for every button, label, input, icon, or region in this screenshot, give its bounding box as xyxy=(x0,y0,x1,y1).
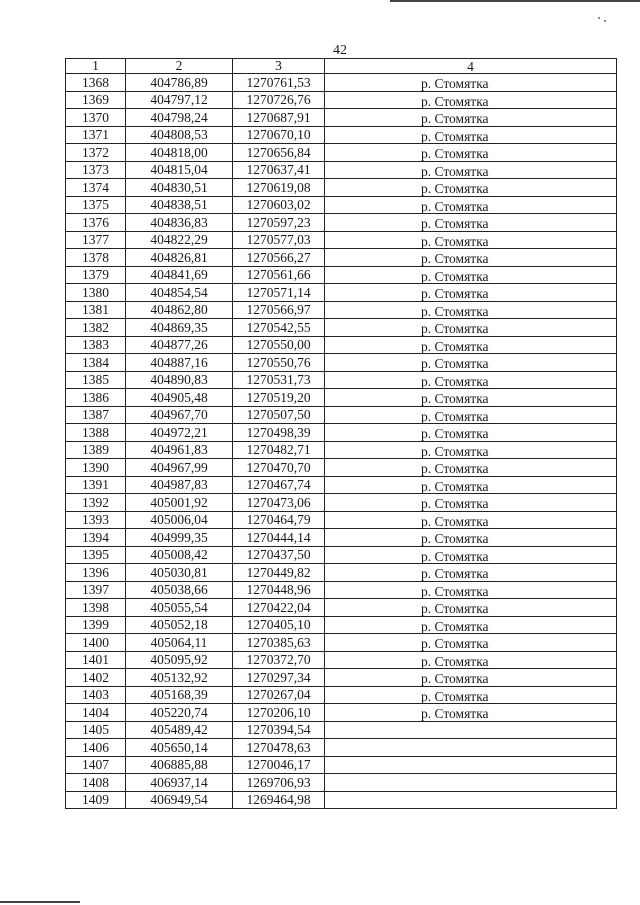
point-number-cell: 1405 xyxy=(66,721,126,739)
x-coordinate-cell: 404967,70 xyxy=(126,406,233,424)
description-cell: р. Стомятка xyxy=(325,126,617,144)
description-cell: р. Стомятка xyxy=(325,371,617,389)
y-coordinate-cell: 1270670,10 xyxy=(233,126,325,144)
point-number-cell: 1401 xyxy=(66,651,126,669)
table-row xyxy=(66,546,617,564)
table-row xyxy=(66,686,617,704)
point-number-cell: 1406 xyxy=(66,739,126,757)
y-coordinate-cell: 1270550,00 xyxy=(233,336,325,354)
table-row xyxy=(66,459,617,477)
description-cell: р. Стомятка xyxy=(325,319,617,337)
table-row xyxy=(66,494,617,512)
x-coordinate-cell: 405052,18 xyxy=(126,616,233,634)
table-row xyxy=(66,266,617,284)
table-row xyxy=(66,214,617,232)
point-number-cell: 1381 xyxy=(66,301,126,319)
y-coordinate-cell: 1270437,50 xyxy=(233,546,325,564)
point-number-cell: 1375 xyxy=(66,196,126,214)
point-number-cell: 1371 xyxy=(66,126,126,144)
y-coordinate-cell: 1270464,79 xyxy=(233,511,325,529)
scan-edge-bottom xyxy=(0,901,80,903)
x-coordinate-cell: 405038,66 xyxy=(126,581,233,599)
x-coordinate-cell: 404830,51 xyxy=(126,179,233,197)
y-coordinate-cell: 1270405,10 xyxy=(233,616,325,634)
x-coordinate-cell: 404972,21 xyxy=(126,424,233,442)
x-coordinate-cell: 404877,26 xyxy=(126,336,233,354)
y-coordinate-cell: 1270498,39 xyxy=(233,424,325,442)
point-number-cell: 1396 xyxy=(66,564,126,582)
point-number-cell: 1372 xyxy=(66,144,126,162)
header-col-4: 4 xyxy=(325,59,617,74)
y-coordinate-cell: 1270561,66 xyxy=(233,266,325,284)
y-coordinate-cell: 1270566,97 xyxy=(233,301,325,319)
description-cell xyxy=(325,739,617,757)
description-cell: р. Стомятка xyxy=(325,546,617,564)
x-coordinate-cell: 404961,83 xyxy=(126,441,233,459)
y-coordinate-cell: 1269706,93 xyxy=(233,774,325,792)
page-number: 42 xyxy=(333,43,347,58)
y-coordinate-cell: 1270448,96 xyxy=(233,581,325,599)
point-number-cell: 1383 xyxy=(66,336,126,354)
description-cell: р. Стомятка xyxy=(325,704,617,722)
x-coordinate-cell: 404786,89 xyxy=(126,74,233,92)
description-cell: р. Стомятка xyxy=(325,179,617,197)
table-row xyxy=(66,354,617,372)
x-coordinate-cell: 404905,48 xyxy=(126,389,233,407)
y-coordinate-cell: 1270566,27 xyxy=(233,249,325,267)
x-coordinate-cell: 405132,92 xyxy=(126,669,233,687)
point-number-cell: 1377 xyxy=(66,231,126,249)
table-row xyxy=(66,634,617,652)
x-coordinate-cell: 406937,14 xyxy=(126,774,233,792)
description-cell: р. Стомятка xyxy=(325,266,617,284)
x-coordinate-cell: 405001,92 xyxy=(126,494,233,512)
x-coordinate-cell: 405030,81 xyxy=(126,564,233,582)
x-coordinate-cell: 404808,53 xyxy=(126,126,233,144)
table-row xyxy=(66,669,617,687)
point-number-cell: 1384 xyxy=(66,354,126,372)
table-row xyxy=(66,441,617,459)
x-coordinate-cell: 404822,29 xyxy=(126,231,233,249)
point-number-cell: 1402 xyxy=(66,669,126,687)
header-col-2: 2 xyxy=(126,59,233,74)
point-number-cell: 1385 xyxy=(66,371,126,389)
x-coordinate-cell: 404836,83 xyxy=(126,214,233,232)
y-coordinate-cell: 1270470,70 xyxy=(233,459,325,477)
x-coordinate-cell: 404890,83 xyxy=(126,371,233,389)
description-cell: р. Стомятка xyxy=(325,231,617,249)
table-row xyxy=(66,739,617,757)
x-coordinate-cell: 404887,16 xyxy=(126,354,233,372)
x-coordinate-cell: 404815,04 xyxy=(126,161,233,179)
table-row xyxy=(66,336,617,354)
y-coordinate-cell: 1270046,17 xyxy=(233,756,325,774)
table-row xyxy=(66,581,617,599)
table-row xyxy=(66,721,617,739)
description-cell: р. Стомятка xyxy=(325,109,617,127)
y-coordinate-cell: 1270478,63 xyxy=(233,739,325,757)
x-coordinate-cell: 405650,14 xyxy=(126,739,233,757)
description-cell: р. Стомятка xyxy=(325,424,617,442)
point-number-cell: 1408 xyxy=(66,774,126,792)
table-row xyxy=(66,144,617,162)
description-cell: р. Стомятка xyxy=(325,564,617,582)
y-coordinate-cell: 1270619,08 xyxy=(233,179,325,197)
x-coordinate-cell: 404826,81 xyxy=(126,249,233,267)
description-cell: р. Стомятка xyxy=(325,74,617,92)
y-coordinate-cell: 1270467,74 xyxy=(233,476,325,494)
x-coordinate-cell: 404838,51 xyxy=(126,196,233,214)
y-coordinate-cell: 1270542,55 xyxy=(233,319,325,337)
x-coordinate-cell: 404798,24 xyxy=(126,109,233,127)
table-row xyxy=(66,616,617,634)
x-coordinate-cell: 404967,99 xyxy=(126,459,233,477)
description-cell: р. Стомятка xyxy=(325,196,617,214)
x-coordinate-cell: 406949,54 xyxy=(126,791,233,809)
table-row xyxy=(66,389,617,407)
description-cell: р. Стомятка xyxy=(325,476,617,494)
description-cell: р. Стомятка xyxy=(325,669,617,687)
y-coordinate-cell: 1270687,91 xyxy=(233,109,325,127)
description-cell: р. Стомятка xyxy=(325,249,617,267)
description-cell: р. Стомятка xyxy=(325,511,617,529)
x-coordinate-cell: 405064,11 xyxy=(126,634,233,652)
description-cell: р. Стомятка xyxy=(325,91,617,109)
table-row xyxy=(66,599,617,617)
table-row xyxy=(66,179,617,197)
y-coordinate-cell: 1270267,04 xyxy=(233,686,325,704)
point-number-cell: 1368 xyxy=(66,74,126,92)
y-coordinate-cell: 1270372,70 xyxy=(233,651,325,669)
point-number-cell: 1389 xyxy=(66,441,126,459)
description-cell: р. Стомятка xyxy=(325,161,617,179)
point-number-cell: 1393 xyxy=(66,511,126,529)
description-cell: р. Стомятка xyxy=(325,459,617,477)
point-number-cell: 1407 xyxy=(66,756,126,774)
point-number-cell: 1399 xyxy=(66,616,126,634)
table-row xyxy=(66,231,617,249)
point-number-cell: 1398 xyxy=(66,599,126,617)
y-coordinate-cell: 1270444,14 xyxy=(233,529,325,547)
table-body xyxy=(66,74,617,809)
description-cell xyxy=(325,791,617,809)
table-row xyxy=(66,704,617,722)
scan-speck xyxy=(604,20,606,22)
description-cell xyxy=(325,774,617,792)
x-coordinate-cell: 406885,88 xyxy=(126,756,233,774)
table-row xyxy=(66,406,617,424)
y-coordinate-cell: 1269464,98 xyxy=(233,791,325,809)
point-number-cell: 1397 xyxy=(66,581,126,599)
point-number-cell: 1380 xyxy=(66,284,126,302)
table-row xyxy=(66,564,617,582)
table-row xyxy=(66,301,617,319)
scan-edge-top xyxy=(390,0,640,2)
point-number-cell: 1369 xyxy=(66,91,126,109)
y-coordinate-cell: 1270449,82 xyxy=(233,564,325,582)
table-row xyxy=(66,249,617,267)
description-cell: р. Стомятка xyxy=(325,336,617,354)
table-row xyxy=(66,651,617,669)
y-coordinate-cell: 1270761,53 xyxy=(233,74,325,92)
table-row xyxy=(66,126,617,144)
table-row xyxy=(66,319,617,337)
y-coordinate-cell: 1270656,84 xyxy=(233,144,325,162)
y-coordinate-cell: 1270550,76 xyxy=(233,354,325,372)
point-number-cell: 1390 xyxy=(66,459,126,477)
description-cell: р. Стомятка xyxy=(325,599,617,617)
table-row xyxy=(66,511,617,529)
x-coordinate-cell: 404987,83 xyxy=(126,476,233,494)
x-coordinate-cell: 404854,54 xyxy=(126,284,233,302)
description-cell: р. Стомятка xyxy=(325,581,617,599)
header-col-3: 3 xyxy=(233,59,325,74)
point-number-cell: 1400 xyxy=(66,634,126,652)
description-cell: р. Стомятка xyxy=(325,686,617,704)
y-coordinate-cell: 1270571,14 xyxy=(233,284,325,302)
point-number-cell: 1388 xyxy=(66,424,126,442)
x-coordinate-cell: 405008,42 xyxy=(126,546,233,564)
table-row xyxy=(66,371,617,389)
table-row xyxy=(66,284,617,302)
y-coordinate-cell: 1270577,03 xyxy=(233,231,325,249)
y-coordinate-cell: 1270422,04 xyxy=(233,599,325,617)
point-number-cell: 1395 xyxy=(66,546,126,564)
point-number-cell: 1394 xyxy=(66,529,126,547)
y-coordinate-cell: 1270637,41 xyxy=(233,161,325,179)
x-coordinate-cell: 404862,80 xyxy=(126,301,233,319)
description-cell: р. Стомятка xyxy=(325,144,617,162)
table-row xyxy=(66,161,617,179)
y-coordinate-cell: 1270206,10 xyxy=(233,704,325,722)
description-cell: р. Стомятка xyxy=(325,284,617,302)
description-cell: р. Стомятка xyxy=(325,651,617,669)
table-row xyxy=(66,196,617,214)
x-coordinate-cell: 405220,74 xyxy=(126,704,233,722)
point-number-cell: 1409 xyxy=(66,791,126,809)
description-cell: р. Стомятка xyxy=(325,354,617,372)
x-coordinate-cell: 404841,69 xyxy=(126,266,233,284)
x-coordinate-cell: 405095,92 xyxy=(126,651,233,669)
point-number-cell: 1386 xyxy=(66,389,126,407)
x-coordinate-cell: 404818,00 xyxy=(126,144,233,162)
table-row xyxy=(66,91,617,109)
point-number-cell: 1373 xyxy=(66,161,126,179)
description-cell: р. Стомятка xyxy=(325,406,617,424)
x-coordinate-cell: 405168,39 xyxy=(126,686,233,704)
point-number-cell: 1403 xyxy=(66,686,126,704)
description-cell xyxy=(325,756,617,774)
table-header-row xyxy=(66,59,617,74)
description-cell: р. Стомятка xyxy=(325,301,617,319)
y-coordinate-cell: 1270482,71 xyxy=(233,441,325,459)
x-coordinate-cell: 404869,35 xyxy=(126,319,233,337)
coordinates-table xyxy=(65,58,616,809)
table-row xyxy=(66,529,617,547)
x-coordinate-cell: 405489,42 xyxy=(126,721,233,739)
description-cell: р. Стомятка xyxy=(325,214,617,232)
point-number-cell: 1370 xyxy=(66,109,126,127)
table-row xyxy=(66,756,617,774)
description-cell: р. Стомятка xyxy=(325,634,617,652)
x-coordinate-cell: 405055,54 xyxy=(126,599,233,617)
x-coordinate-cell: 405006,04 xyxy=(126,511,233,529)
y-coordinate-cell: 1270519,20 xyxy=(233,389,325,407)
y-coordinate-cell: 1270507,50 xyxy=(233,406,325,424)
y-coordinate-cell: 1270385,63 xyxy=(233,634,325,652)
y-coordinate-cell: 1270297,34 xyxy=(233,669,325,687)
header-col-1: 1 xyxy=(66,59,126,74)
scan-speck xyxy=(598,17,600,19)
table-row xyxy=(66,791,617,809)
description-cell: р. Стомятка xyxy=(325,529,617,547)
description-cell: р. Стомятка xyxy=(325,494,617,512)
x-coordinate-cell: 404797,12 xyxy=(126,91,233,109)
point-number-cell: 1387 xyxy=(66,406,126,424)
x-coordinate-cell: 404999,35 xyxy=(126,529,233,547)
y-coordinate-cell: 1270603,02 xyxy=(233,196,325,214)
point-number-cell: 1376 xyxy=(66,214,126,232)
y-coordinate-cell: 1270726,76 xyxy=(233,91,325,109)
y-coordinate-cell: 1270597,23 xyxy=(233,214,325,232)
table-row xyxy=(66,476,617,494)
table-row xyxy=(66,109,617,127)
point-number-cell: 1382 xyxy=(66,319,126,337)
table-row xyxy=(66,424,617,442)
point-number-cell: 1374 xyxy=(66,179,126,197)
description-cell xyxy=(325,721,617,739)
point-number-cell: 1378 xyxy=(66,249,126,267)
description-cell: р. Стомятка xyxy=(325,441,617,459)
y-coordinate-cell: 1270473,06 xyxy=(233,494,325,512)
table-row xyxy=(66,74,617,92)
description-cell: р. Стомятка xyxy=(325,389,617,407)
point-number-cell: 1391 xyxy=(66,476,126,494)
point-number-cell: 1379 xyxy=(66,266,126,284)
y-coordinate-cell: 1270531,73 xyxy=(233,371,325,389)
y-coordinate-cell: 1270394,54 xyxy=(233,721,325,739)
description-cell: р. Стомятка xyxy=(325,616,617,634)
point-number-cell: 1392 xyxy=(66,494,126,512)
table-row xyxy=(66,774,617,792)
point-number-cell: 1404 xyxy=(66,704,126,722)
